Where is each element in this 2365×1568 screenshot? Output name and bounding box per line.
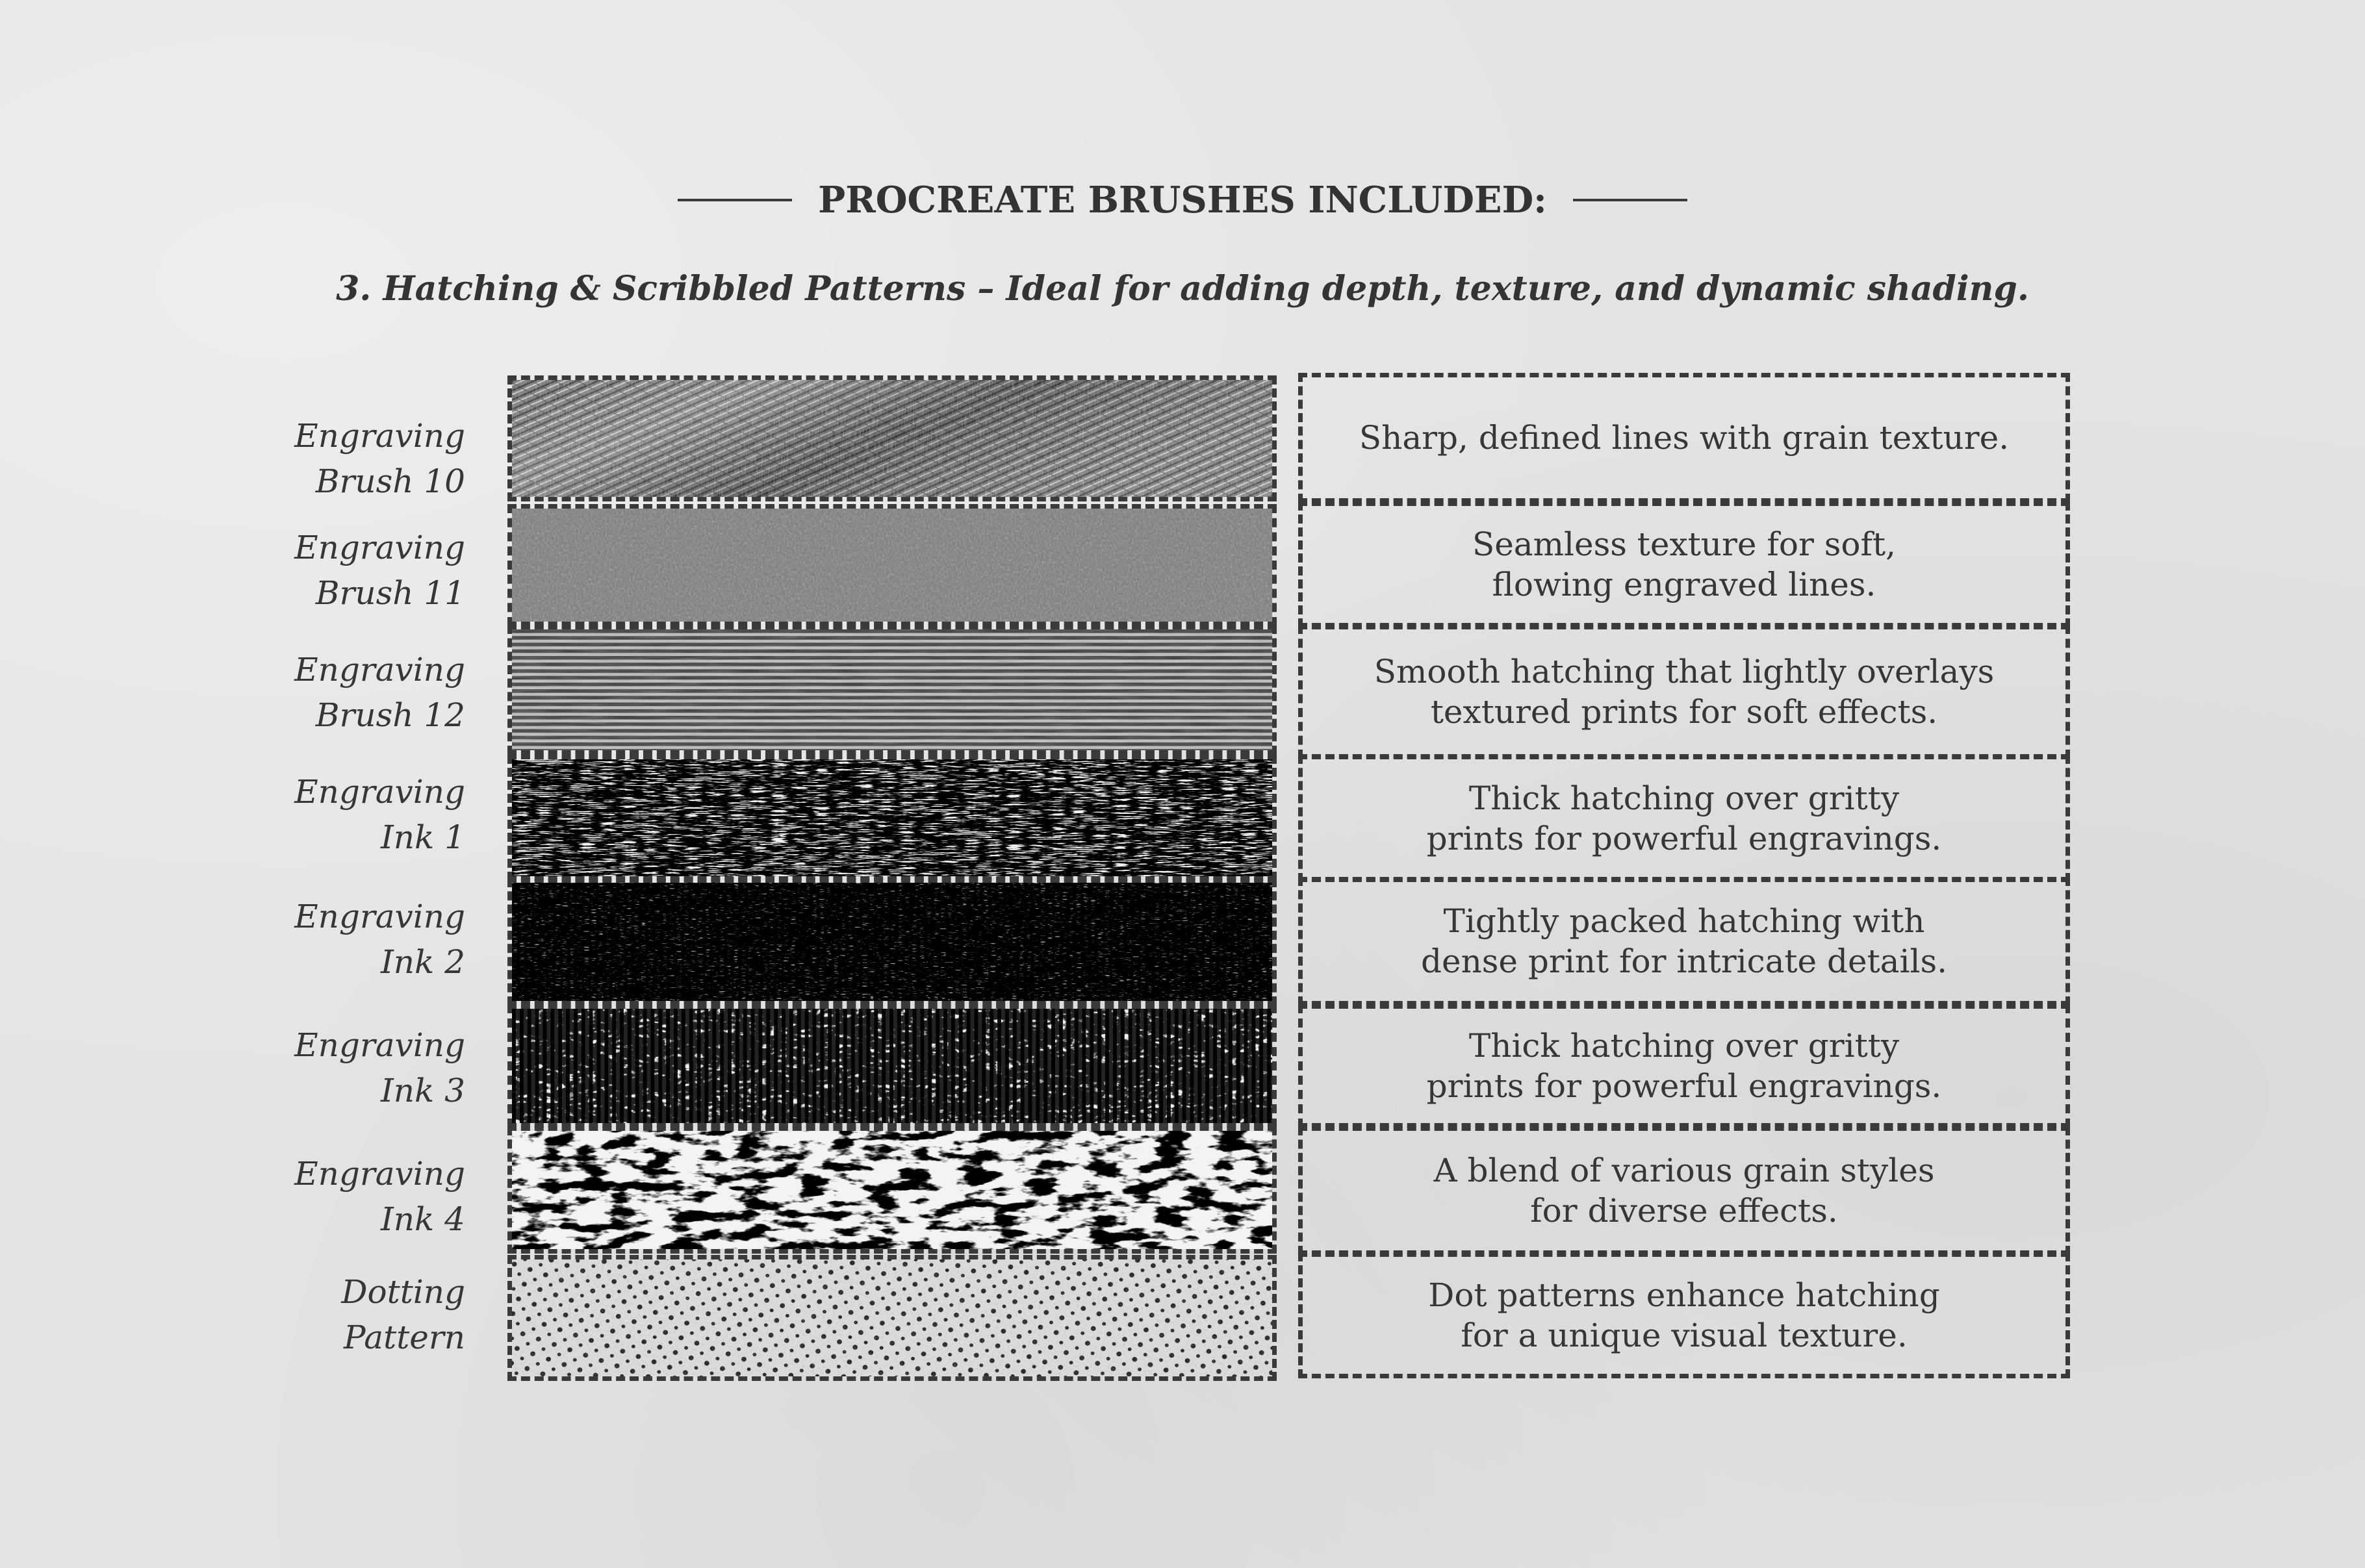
description-line2: prints for powerful engravings. xyxy=(1426,820,1942,857)
description-line1: Dot patterns enhance hatching xyxy=(1428,1276,1940,1314)
brush-label-line1: Engraving xyxy=(294,1155,465,1193)
brush-description xyxy=(1298,501,2070,627)
brush-description xyxy=(1298,1252,2070,1378)
description-line2: for a unique visual texture. xyxy=(1461,1317,1908,1354)
texture-diagonal-crosshatch xyxy=(512,380,1272,497)
description-line1: A blend of various grain styles xyxy=(1433,1152,1935,1189)
brush-swatch xyxy=(507,878,1277,1005)
brush-description xyxy=(1298,625,2070,759)
description-line2: flowing engraved lines. xyxy=(1492,566,1876,603)
texture-thick-hatching xyxy=(512,759,1272,876)
brush-label-line1: Engraving xyxy=(294,417,465,455)
brush-description xyxy=(1298,373,2070,503)
texture-dense-hatching xyxy=(512,883,1272,1001)
brush-swatch xyxy=(507,625,1277,755)
brush-label xyxy=(257,1022,465,1113)
brush-label-line2: Ink 2 xyxy=(381,943,465,981)
brush-label-line1: Engraving xyxy=(294,898,465,935)
brush-label-line1: Dotting xyxy=(341,1273,465,1311)
brush-description xyxy=(1298,877,2070,1005)
texture-vertical-hatching xyxy=(512,1009,1272,1123)
texture-dot-pattern xyxy=(512,1259,1272,1376)
description-line2: for diverse effects. xyxy=(1530,1192,1838,1230)
description-line1: Seamless texture for soft, xyxy=(1472,525,1897,563)
brush-label-line2: Brush 11 xyxy=(315,574,465,612)
brush-label xyxy=(257,1269,465,1360)
brush-label-line1: Engraving xyxy=(294,651,465,689)
brush-label-line2: Brush 12 xyxy=(315,696,465,734)
brush-label xyxy=(257,769,465,860)
texture-horizontal-lines xyxy=(512,629,1272,750)
brush-swatch xyxy=(507,504,1277,626)
description-line2: dense print for intricate details. xyxy=(1420,942,1948,980)
section-subtitle: 3. Hatching & Scribbled Patterns – Ideal for adding depth, texture, and dynamic shading. xyxy=(336,269,2029,309)
texture-blotchy-ink xyxy=(512,1131,1272,1249)
description-line2: textured prints for soft effects. xyxy=(1430,693,1938,731)
brush-label xyxy=(257,1151,465,1242)
description-line1: Thick hatching over gritty xyxy=(1468,779,1900,817)
brush-label-line2: Ink 3 xyxy=(381,1072,465,1109)
brush-label xyxy=(257,413,465,504)
description-line1: Thick hatching over gritty xyxy=(1468,1027,1900,1065)
brush-label xyxy=(257,525,465,616)
brush-swatch xyxy=(507,1255,1277,1381)
title-row xyxy=(0,174,2365,226)
description-line2: prints for powerful engravings. xyxy=(1426,1067,1942,1105)
brush-label-line2: Brush 10 xyxy=(315,462,465,500)
description-line1: Smooth hatching that lightly overlays xyxy=(1374,653,1995,690)
title-rule-left xyxy=(678,199,792,201)
brush-label-line1: Engraving xyxy=(294,529,465,566)
brush-label-line2: Pattern xyxy=(343,1319,465,1356)
brush-label-line2: Ink 4 xyxy=(381,1200,465,1238)
brush-swatch xyxy=(507,755,1277,881)
brush-description xyxy=(1298,1126,2070,1255)
texture-soft-grain xyxy=(512,509,1272,622)
brush-swatch xyxy=(507,1126,1277,1254)
brush-swatch xyxy=(507,1004,1277,1128)
title-rule-right xyxy=(1573,199,1687,201)
brush-label-line1: Engraving xyxy=(294,773,465,811)
brush-label xyxy=(257,647,465,738)
brush-description xyxy=(1298,755,2070,882)
brush-label-line1: Engraving xyxy=(294,1026,465,1064)
brush-label xyxy=(257,894,465,985)
page-title: PROCREATE BRUSHES INCLUDED: xyxy=(818,179,1547,221)
brush-label-line2: Ink 1 xyxy=(381,818,465,856)
brush-swatch xyxy=(507,375,1277,501)
brush-description xyxy=(1298,1004,2070,1128)
description-line1: Sharp, defined lines with grain texture. xyxy=(1359,419,2010,457)
description-line1: Tightly packed hatching with xyxy=(1443,902,1925,940)
